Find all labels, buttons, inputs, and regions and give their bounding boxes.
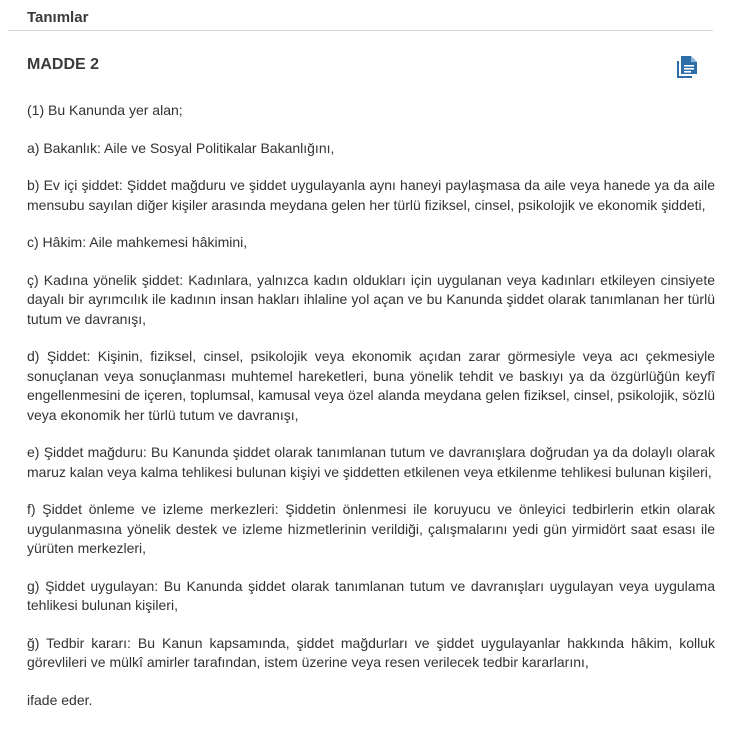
copy-document-icon[interactable] — [674, 54, 700, 80]
paragraph: g) Şiddet uygulayan: Bu Kanunda şiddet olarak tanımlanan tutum ve davranışları uygulayan veya uygulama tehlikesi bulunan kişileri, — [27, 577, 715, 613]
paragraph: a) Bakanlık: Aile ve Sosyal Politikalar Bakanlığını, — [27, 139, 335, 156]
paragraph: d) Şiddet: Kişinin, fiziksel, cinsel, psikolojik veya ekonomik açıdan zarar görmesiyle veya acı çekmesiyle sonuçlanan veya sonuçlanması muhtemel hareketleri, buna yönelik tehdit ve baskıyı ya da özgürlüğün keyfî engellenmesini de içeren, toplumsal, kamusal veya özel alanda meydana gelen fiziksel, cinsel, psikolojik, sözlü veya ekonomik her türlü tutum ve davranışı, — [27, 348, 715, 423]
article-title: MADDE 2 — [27, 56, 100, 73]
section-title: Tanımlar — [27, 9, 89, 26]
paragraph: ifade eder. — [27, 691, 93, 708]
paragraph: ğ) Tedbir kararı: Bu Kanun kapsamında, şiddet mağdurları ve şiddet uygulayanlar hakkında hâkim, kolluk görevlileri ve mülkî amirler tarafından, istem üzerine veya resen verilecek tedbir kararlarını, — [27, 634, 715, 670]
paragraph: c) Hâkim: Aile mahkemesi hâkimini, — [27, 234, 248, 250]
section-header — [8, 0, 713, 31]
article-content — [27, 101, 715, 728]
paragraph: (1) Bu Kanunda yer alan; — [27, 102, 183, 118]
paragraph: ç) Kadına yönelik şiddet: Kadınlara, yalnızca kadın oldukları için uygulanan veya kadınları etkileyen cinsiyete dayalı bir ayrımcılık ile kadının insan hakları ihlaline yol açan ve bu Kanunda şiddet olarak tanımlanan her türlü tutum ve davranışı, — [27, 271, 715, 327]
paragraph: f) Şiddet önleme ve izleme merkezleri: Şiddetin önlenmesi ile koruyucu ve önleyici tedbirlerin etkin olarak uygulanmasına yönelik destek ve izleme hizmetlerinin verildiği, çalışmalarını yedi gün yirmidört saat esası ile yürüten merkezleri, — [27, 501, 715, 556]
paragraph: e) Şiddet mağduru: Bu Kanunda şiddet olarak tanımlanan tutum ve davranışlara doğrudan ya da dolaylı olarak maruz kalan veya kalma tehlikesi bulunan kişiyi ve şiddetten etkilenen veya etkilenme tehlikesi bulunan kişileri, — [27, 444, 715, 480]
paragraph: b) Ev içi şiddet: Şiddet mağduru ve şiddet uygulayanla aynı haneyi paylaşmasa da aile veya hanede ya da aile mensubu sayılan diğer kişiler arasında meydana gelen her türlü fiziksel, cinsel, psikolojik ve ekonomik şiddeti, — [27, 177, 715, 213]
